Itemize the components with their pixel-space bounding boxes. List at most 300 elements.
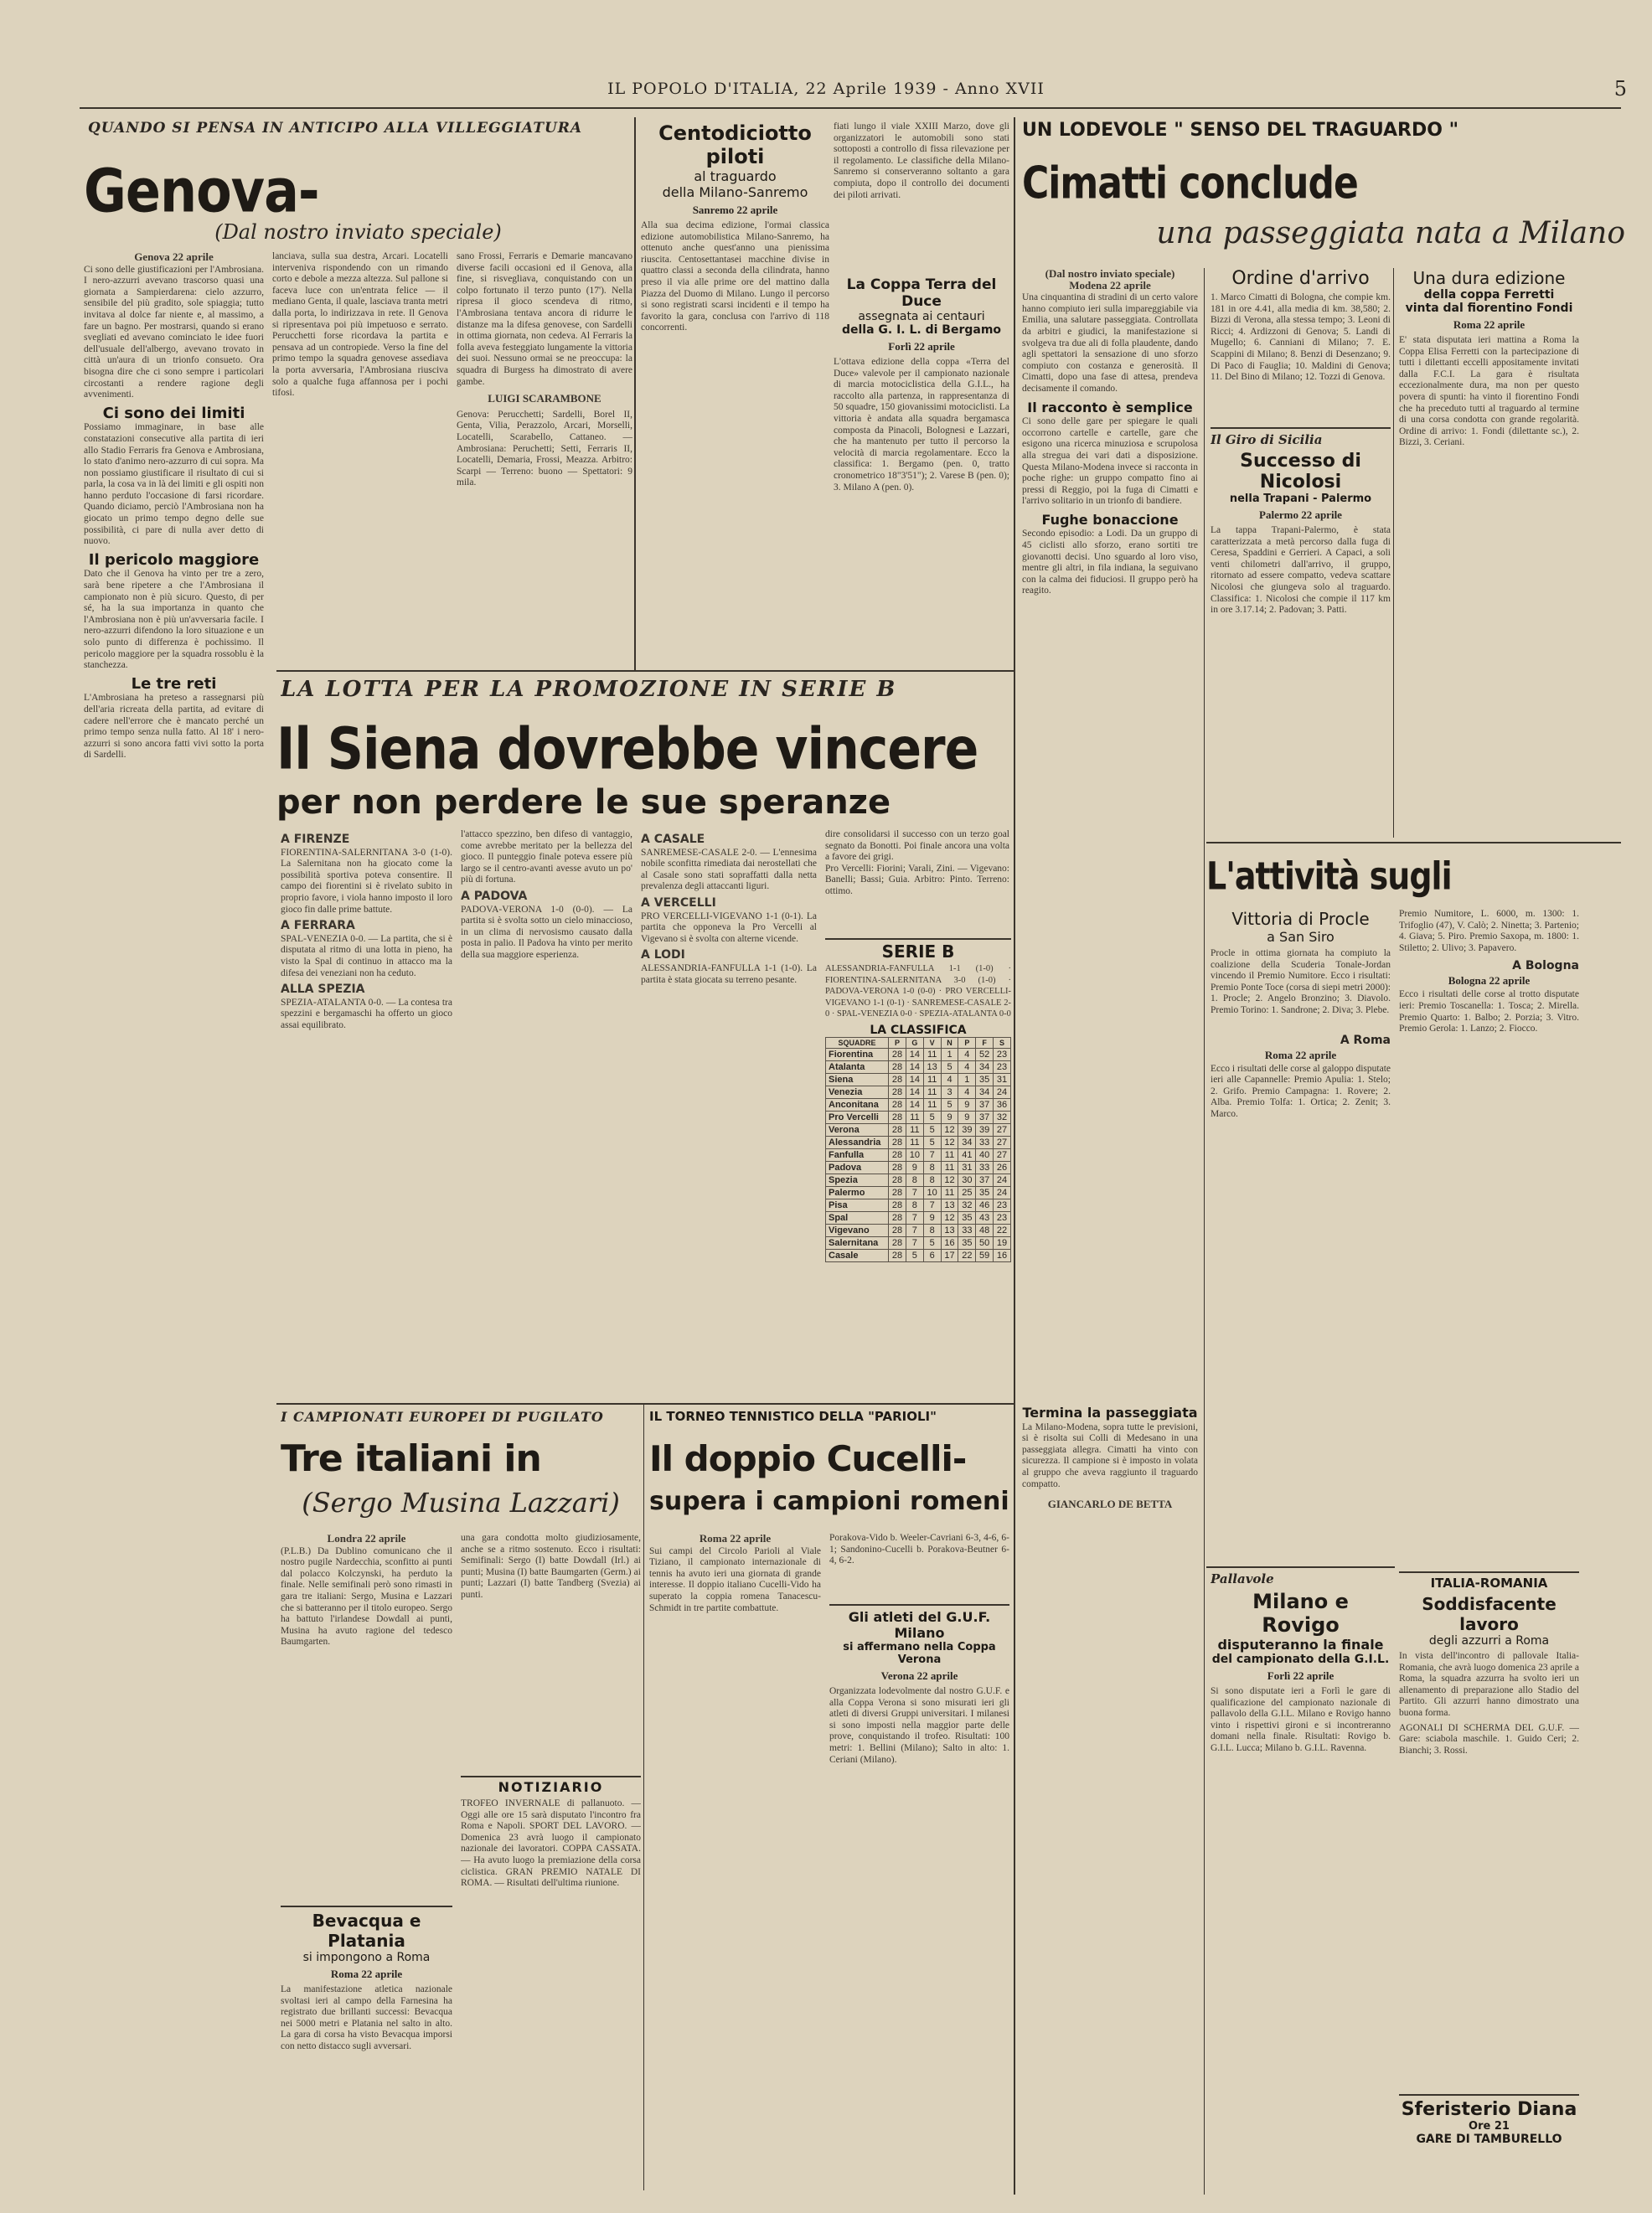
stat-cell: 28: [889, 1060, 906, 1073]
stat-cell: 32: [958, 1199, 976, 1211]
vercelli-report: PRO VERCELLI-VIGEVANO 1-1 (0-1). La partita che opponeva la Pro Vercelli al Vigevano si è svolta con alterne vicende.: [641, 910, 817, 944]
guf-article: [829, 1604, 1009, 2190]
stat-cell: 31: [958, 1161, 976, 1174]
tennis-headline-wrap: [649, 1434, 1014, 1488]
standings-header: [826, 1037, 1011, 1048]
modena-signature: GIANCARLO DE BETTA: [1047, 1498, 1173, 1511]
ippodromi-sub-1: Vittoria di Procle: [1231, 909, 1370, 929]
gil-headline: La Coppa Terra del Duce: [846, 276, 997, 310]
stat-cell: 12: [941, 1174, 958, 1186]
genova-subhead: (Dal nostro inviato speciale): [214, 220, 502, 244]
table-row: [826, 1086, 1011, 1098]
genova-col3-text: sano Frossi, Ferraris e Demarie mancavano diverse facili occasioni ed il Genova, alla fine, si risvegliava, conquistando con un colpo fortunato il terzo punto (17'). Nella ripresa il gioco scendeva di ritmo, l'Ambrosiana tentava ancora di ridurre le distanze ma la difesa genovese, con Sardelli in ottima giornata, non cedeva. Al Ferraris la folla aveva festeggiato lungamente la vittoria dei suoi. Nessuno ormai se ne preoccupa: la squadra di Burgess ha dimostrato di avere gambe.: [457, 251, 632, 387]
stat-cell: 8: [923, 1174, 941, 1186]
team-name: Alessandria: [826, 1136, 889, 1148]
stat-cell: 12: [941, 1123, 958, 1136]
standings-header-cell: P: [889, 1037, 906, 1048]
ippodromi-headline-wrap: [1206, 846, 1625, 905]
team-name: Anconitana: [826, 1098, 889, 1111]
stat-cell: 4: [958, 1048, 976, 1060]
classifica-title: LA CLASSIFICA: [870, 1023, 967, 1037]
stat-cell: 7: [906, 1211, 923, 1224]
stat-cell: 11: [906, 1111, 923, 1123]
pugilato-dateline: Londra 22 aprile: [327, 1533, 406, 1545]
stat-cell: 16: [994, 1249, 1011, 1261]
genova-dateline: Genova 22 aprile: [134, 251, 214, 263]
serie-b-results: ALESSANDRIA-FANFULLA 1-1 (1-0) · FIORENTINA-SALERNITANA 3-0 (1-0) · PADOVA-VERONA 1-0 (0-0) · PRO VERCELLI-VIGEVANO 1-1 (0-1) · SANREMESE-CASALE 2-0 · SPAL-VENEZIA 0-0 · SPEZIA-ATALANTA 0-0: [825, 964, 1011, 1019]
stat-cell: 12: [941, 1136, 958, 1148]
modena-section-3: Termina la passeggiata: [1022, 1407, 1198, 1421]
stat-cell: 37: [976, 1098, 994, 1111]
serie-b-box: [825, 938, 1011, 1399]
siena-column-3: [641, 829, 817, 1399]
sicilia-dateline: Palermo 22 aprile: [1259, 508, 1342, 521]
table-row: [826, 1236, 1011, 1249]
modena-body-2: Ci sono delle gare per spiegare le quali occorrono cartelle e cartelle, gare che esigono una ricerca minuziosa e scrupolosa alla stregua dei vari dati a disposizione. Questa Milano-Modena invece si racconta in poche righe: un gruppo compatto fino ai pressi di Reggio, poi la fuga di Cimatti e l'arrivo solitario in un trionfo di bandiere.: [1022, 416, 1198, 507]
table-row: [826, 1111, 1011, 1123]
italia-romania-article: [1399, 1571, 1579, 2091]
tennis-subhead: supera i campioni romeni: [649, 1487, 1009, 1516]
sanremo-dateline: Sanremo 22 aprile: [692, 204, 778, 216]
stat-cell: 28: [889, 1174, 906, 1186]
table-row: [826, 1060, 1011, 1073]
diana-sub-2: GARE DI TAMBURELLO: [1416, 2133, 1562, 2146]
city-lodi: A LODI: [641, 948, 685, 962]
stat-cell: 9: [941, 1111, 958, 1123]
team-name: Spal: [826, 1211, 889, 1224]
tennis-headline: Il doppio Cucelli-: [649, 1438, 967, 1479]
siena-column-1: [281, 829, 452, 1399]
stat-cell: 35: [958, 1236, 976, 1249]
standings-table: [825, 1037, 1011, 1262]
team-name: Spezia: [826, 1174, 889, 1186]
ferrara-report: SPAL-VENEZIA 0-0. — La partita, che si è disputata al ritmo di una lotta in pieno, ha visto la Spal di continuo in attacco ma la difesa dei veneziani non ha ceduto.: [281, 933, 452, 978]
siena-column-2: [461, 829, 632, 1399]
siena-kicker-wrap: [281, 677, 1009, 707]
city-casale: A CASALE: [641, 833, 705, 846]
stat-cell: 6: [923, 1249, 941, 1261]
pugilato-headline-wrap: [281, 1434, 641, 1488]
stat-cell: 34: [976, 1086, 994, 1098]
stat-cell: 35: [958, 1211, 976, 1224]
pallavolo-headline: Milano e Rovigo: [1252, 1590, 1349, 1637]
stat-cell: 11: [941, 1148, 958, 1161]
stat-cell: 1: [941, 1048, 958, 1060]
spezia-report: SPEZIA-ATALANTA 0-0. — La contesa tra spezzini e bergamaschi ha offerto un gioco assai equilibrato.: [281, 997, 452, 1030]
stat-cell: 36: [994, 1098, 1011, 1111]
stat-cell: 28: [889, 1073, 906, 1086]
genova-body-1: Ci sono delle giustificazioni per l'Ambrosiana. I nero-azzurri avevano trascorso quasi una giornata a Sampierdarena: cielo azzurro, sensibile del più gradito, sole spiaggia; tutto invitava al dolce far niente e, al massimo, a fare un bagno. Per mostrarsi, quando si erano svegliati ed avevano cominciato le idee fuori dell'usuale dell'albergo, avevano trovato in città un'aura di un trionfo consueto. Ora bisogna dire che ci sono sempre i particolari circostanti a rendere ragione degli avvenimenti.: [84, 264, 264, 400]
standings-body: [826, 1048, 1011, 1261]
stat-cell: 31: [994, 1073, 1011, 1086]
pugilato-subhead: (Sergo Musina Lazzari): [302, 1487, 620, 1519]
table-row: [826, 1048, 1011, 1060]
stat-cell: 28: [889, 1111, 906, 1123]
team-name: Pisa: [826, 1199, 889, 1211]
standings-header-cell: N: [941, 1037, 958, 1048]
stat-cell: 5: [923, 1123, 941, 1136]
siena-column-4: [825, 829, 1009, 938]
roma-ippica-body: Ecco i risultati delle corse al galoppo disputate ieri alle Capannelle: Premio Apulia: 1. Stelo; 2. Grifo. Premio Campagna: 1. Rovere; 2. Alba. Premio Tolfa: 1. Ortica; 2. Zenit; 3. Marco.: [1211, 1063, 1391, 1119]
spezia-report-cont: l'attacco spezzino, ben difeso di vantaggio, come avrebbe meritato per la bellezza del gioco. Il punteggio finale poteva essere più largo se il centro-avanti avesse avuto un po' più di fortuna.: [461, 829, 632, 885]
gil-article: [834, 276, 1009, 670]
bologna-city: A Bologna: [1512, 959, 1579, 973]
stat-cell: 40: [976, 1148, 994, 1161]
vercelli-formations: Pro Vercelli: Fiorini; Varali, Zini. — Vigevano: Banelli; Bassi; Guia. Arbitro: Pinto. Terreno: ottimo.: [825, 863, 1009, 896]
stat-cell: 8: [923, 1224, 941, 1236]
ordine-body: 1. Marco Cimatti di Bologna, che compie km. 181 in ore 4.41, alla media di km. 38,580; 2. Bizzi di Verona, alla stessa tempo; 3. Leoni di Ricci; 4. Ardizzoni di Genova; 5. Landi di Mugello; 6. Canniani di Milano; 7. E. Scappini di Milano; 8. Benzi di Desenzano; 9. Di Paco di Faugliа; 10. Maldini di Genova; 11. Del Bino di Milano; 12. Tozzi di Genova.: [1211, 292, 1391, 383]
pugilato-headline: Tre italiani in: [281, 1437, 541, 1480]
stat-cell: 23: [994, 1211, 1011, 1224]
sanremo-sub-2: della Milano-Sanremo: [662, 184, 808, 200]
ferretti-sub-2: vinta dal fiorentino Fondi: [1405, 302, 1573, 315]
team-name: Vigevano: [826, 1224, 889, 1236]
diana-box: [1399, 2094, 1579, 2192]
stat-cell: 28: [889, 1236, 906, 1249]
team-name: Venezia: [826, 1086, 889, 1098]
stat-cell: 9: [958, 1098, 976, 1111]
italia-romania-kicker: ITALIA-ROMANIA: [1399, 1571, 1579, 1591]
stat-cell: 26: [994, 1161, 1011, 1174]
ferretti-title: Una dura edizione: [1412, 268, 1566, 288]
stat-cell: 14: [906, 1060, 923, 1073]
column-rule: [1014, 117, 1015, 2195]
genova-column-3: [457, 251, 632, 586]
stat-cell: 28: [889, 1098, 906, 1111]
pugilato-column-1: [281, 1533, 452, 1901]
bologna-dateline: Bologna 22 aprile: [1448, 974, 1531, 988]
genova-section-3: Le tre reti: [131, 674, 217, 693]
genova-body-4: L'Ambrosiana ha preteso a rassegnarsi più dell'aria ricreata della partita, ad evitare di cadere nell'errore che è mancato perché un primo tempo senza nulla fatto. Al 18' i nero-azzurri si sono ancora fatti vivi sotto la porta di Sardelli.: [84, 693, 264, 761]
modena-column-1b: [1022, 1407, 1198, 2195]
stat-cell: 27: [994, 1123, 1011, 1136]
lodi-report-cont: dire consolidarsi il successo con un terzo goal segnato da Bonotti. Poi finale ancora una volta a favore dei grigi.: [825, 829, 1009, 863]
stat-cell: 37: [976, 1174, 994, 1186]
siena-subhead-wrap: [276, 783, 1014, 830]
stat-cell: 4: [958, 1086, 976, 1098]
sanremo-sub-1: al traguardo: [694, 168, 777, 184]
sicilia-sub: nella Trapani - Palermo: [1229, 493, 1372, 505]
standings-header-cell: SQUADRE: [826, 1037, 889, 1048]
stat-cell: 27: [994, 1136, 1011, 1148]
italia-romania-note: AGONALI DI SCHERMA DEL G.U.F. — Gare: sciabola maschile. 1. Guido Ceri; 2. Bianchi; 3. Rossi.: [1399, 1722, 1579, 1756]
stat-cell: 39: [976, 1123, 994, 1136]
stat-cell: 16: [941, 1236, 958, 1249]
pugilato-subhead-wrap: [281, 1487, 641, 1529]
ferretti-body: E' stata disputata ieri mattina a Roma la Coppa Elisa Ferretti con la partecipazione di tutti i dilettanti eccelli appositamente invitati dalla F.C.I. La gara è risultata eccezionalmente dura, ma non per questo povera di spunti: ha vinto il fiorentino Fondi che ha preceduto tutti al traguardo al termine di una corsa condotta con grande regolarità. Ordine di arrivo: 1. Fondi (dilettante sc.), 2. Bizzi, 3. Ceriani.: [1399, 335, 1579, 448]
guf-dateline: Verona 22 aprile: [880, 1669, 958, 1682]
notiziario-body: TROFEO INVERNALE di pallanuoto. — Oggi alle ore 15 sarà disputato l'incontro fra Roma e Napoli. SPORT DEL LAVORO. — Domenica 23 avrà luogo il campionato nazionale dei lavoratori. COPPA CASSATA. — Ha avuto luogo la premiazione della corsa ciclistica. GRAN PREMIO NATALE DI ROMA. — Risultati dell'ultima riunione.: [461, 1798, 641, 1889]
stat-cell: 9: [923, 1211, 941, 1224]
city-ferrara: A FERRARA: [281, 919, 355, 933]
stat-cell: 23: [994, 1060, 1011, 1073]
stat-cell: 5: [923, 1236, 941, 1249]
stat-cell: 43: [976, 1211, 994, 1224]
stat-cell: 8: [923, 1161, 941, 1174]
team-name: Atalanta: [826, 1060, 889, 1073]
modena-headline: Cimatti conclude: [1022, 157, 1358, 209]
genova-kicker: QUANDO SI PENSA IN ANTICIPO ALLA VILLEGGIATURA: [88, 120, 583, 137]
stat-cell: 28: [889, 1136, 906, 1148]
bevacqua-body: La manifestazione atletica nazionale svoltasi ieri al campo della Farnesina ha registrato due brillanti successi: Bevacqua nei 5000 metri e Platania nel salto in alto. La gara di corsa ha visto Bevacqua imporsi con netto distacco sugli avversari.: [281, 1984, 452, 2051]
stat-cell: 17: [941, 1249, 958, 1261]
tennis-body: Sui campi del Circolo Parioli al Viale Tiziano, il campionato internazionale di tennis ha avuto ieri una giornata di grande interesse. Il doppio italiano Cucelli-Vido ha superato la coppia romena Tanacescu-Schmidt in tre partite combattute.: [649, 1545, 821, 1613]
stat-cell: 11: [923, 1048, 941, 1060]
stat-cell: 12: [941, 1211, 958, 1224]
stat-cell: 37: [976, 1111, 994, 1123]
stat-cell: 13: [941, 1199, 958, 1211]
stat-cell: 27: [994, 1148, 1011, 1161]
tennis-col2-text: Porakova-Vido b. Weeler-Cavriani 6-3, 4-6, 6-1; Sandonino-Cucelli b. Porakova-Beutner 6-4, 6-2.: [829, 1533, 1009, 1566]
stat-cell: 14: [906, 1086, 923, 1098]
ordine-box: [1211, 268, 1391, 419]
siena-kicker: LA LOTTA PER LA PROMOZIONE IN SERIE B: [281, 677, 897, 702]
stat-cell: 5: [923, 1136, 941, 1148]
stat-cell: 3: [941, 1086, 958, 1098]
stat-cell: 33: [976, 1161, 994, 1174]
italia-romania-headline: Soddisfacente lavoro: [1422, 1594, 1556, 1634]
stat-cell: 28: [889, 1224, 906, 1236]
notiziario-title: NOTIZIARIO: [461, 1776, 641, 1795]
table-row: [826, 1073, 1011, 1086]
sicilia-headline: Successo di Nicolosi: [1240, 451, 1361, 493]
column-rule: [643, 1403, 644, 2190]
sanremo-article: [641, 121, 829, 674]
stat-cell: 4: [941, 1073, 958, 1086]
genova-headline-wrap: [84, 151, 632, 226]
stat-cell: 33: [958, 1224, 976, 1236]
stat-cell: 24: [994, 1086, 1011, 1098]
stat-cell: 7: [906, 1186, 923, 1199]
ferretti-sub-1: della coppa Ferretti: [1423, 288, 1555, 302]
masthead: IL POPOLO D'ITALIA, 22 Aprile 1939 - Anno XVII: [607, 80, 1045, 98]
gil-body: L'ottava edizione della coppa «Terra del Duce» valevole per il campionato nazionale di marcia motociclistica della G.I.L., ha raccolto alla partenza, in rappresentanza di 50 squadre, 150 giovanissimi motociclisti. La vittoria è andata alla squadra bergamasca composta da Pinacoli, Bolognesi e Lazzari, che ha mantenuto per tutto il percorso la velocità di marcia regolamentare. Ecco la classifica: 1. Bergamo (pen. 0, tratto cronometrico 18"3'51"); 2. Varese B (pen. 0); 3. Milano A (pen. 0).: [834, 357, 1009, 493]
stat-cell: 9: [906, 1161, 923, 1174]
standings-header-cell: G: [906, 1037, 923, 1048]
firenze-report: FIORENTINA-SALERNITANA 3-0 (1-0). La Salernitana non ha giocato come la possibilità sportiva poteva consentire. Il campo dei fiorentini si è rivelato subito in proprio favore, i viola hanno imposto il loro gioco fin dalle prime battute.: [281, 847, 452, 915]
section-rule: [1206, 842, 1621, 843]
modena-subhead-wrap: [1022, 216, 1625, 258]
padova-report: PADOVA-VERONA 1-0 (0-0). — La partita si è svolta sotto un cielo minaccioso, in un clima di nervosismo causato dalla posta in palio. Il Padova ha vinto per merito della sua maggiore esperienza.: [461, 904, 632, 960]
modena-subhead: una passeggiata nata a Milano: [1156, 216, 1625, 250]
table-row: [826, 1136, 1011, 1148]
pugilato-kicker-wrap: [281, 1409, 641, 1434]
sicilia-kicker: Il Giro di Sicilia: [1211, 427, 1391, 447]
stat-cell: 28: [889, 1161, 906, 1174]
modena-headline-wrap: [1022, 151, 1625, 218]
table-row: [826, 1174, 1011, 1186]
tennis-subhead-wrap: [649, 1487, 1009, 1524]
stat-cell: 7: [906, 1224, 923, 1236]
stat-cell: 28: [889, 1199, 906, 1211]
genova-headline: Genova-: [84, 155, 319, 226]
stat-cell: 41: [958, 1148, 976, 1161]
modena-body-3: Secondo episodio: a Lodi. Da un gruppo di 45 ciclisti allo sforzo, erano sortiti tre giovanotti decisi. Uno sguardo al loro viso, mentre gli altri, in fila indiana, la seguivano con la calma dei fiduciosi. Il gruppo però ha reagito.: [1022, 529, 1198, 596]
stat-cell: 14: [906, 1048, 923, 1060]
stat-cell: 52: [976, 1048, 994, 1060]
stat-cell: 32: [994, 1111, 1011, 1123]
ippodromi-column-1: [1211, 909, 1391, 1478]
standings-header-cell: V: [923, 1037, 941, 1048]
gil-sub-1: assegnata ai centauri: [858, 310, 985, 323]
genova-body-2: Possiamo immaginare, in base alle constatazioni consecutive alla partita di ieri allo Stadio Ferraris fra Genova e Ambrosiana, lo stato d'animo nero-azzurro di cui sopra. Ma non possiamo giustificare il risultato di cui si parla, la cosa va in là dei limiti e gli ospiti non hanno perduto l'occasione di farsi ricordare. Quando diciamo, perciò l'Ambrosiana non ha giocato un primo tempo degno delle sue possibilità, ci pare di nulla aver detto di nuovo.: [84, 422, 264, 547]
stat-cell: 11: [941, 1161, 958, 1174]
table-row: [826, 1224, 1011, 1236]
pugilato-kicker: I CAMPIONATI EUROPEI DI PUGILATO: [281, 1409, 604, 1425]
stat-cell: 13: [923, 1060, 941, 1073]
stat-cell: 30: [958, 1174, 976, 1186]
gil-dateline: Forlì 22 aprile: [888, 340, 955, 353]
stat-cell: 7: [906, 1236, 923, 1249]
stat-cell: 46: [976, 1199, 994, 1211]
team-name: Padova: [826, 1161, 889, 1174]
guf-headline: Gli atleti del G.U.F. Milano: [829, 1604, 1009, 1641]
sanremo-body: Alla sua decima edizione, l'ormai classica edizione automobilistica Milano-Sanremo, ha ottenuto anche quest'anno una pienissima riuscita. Centosettantasei macchine divise in quattro classi a seconda della cilindrata, hanno preso il via alle prime ore del mattino dalla Piazza del Duomo di Milano. Lungo il percorso si sono registrati scarsi incidenti e il tempo ha favorito la gara, conclusa con l'arrivo di 118 concorrenti.: [641, 220, 829, 333]
standings-header-cell: F: [976, 1037, 994, 1048]
diana-title: Sferisterio Diana: [1401, 2099, 1577, 2120]
genova-column-2: [272, 251, 448, 586]
bevacqua-headline: Bevacqua e Platania: [281, 1906, 452, 1951]
casale-report: SANREMESE-CASALE 2-0. — L'ennesima nobile sconfitta rimediata dai nerostellati che al Casale sono stati sopraffatti dalla netta prevalenza degli attaccanti liguri.: [641, 847, 817, 892]
team-name: Salernitana: [826, 1236, 889, 1249]
ferretti-article: [1399, 268, 1579, 838]
pugilato-column-2: [461, 1533, 641, 1767]
standings-header-cell: S: [994, 1037, 1011, 1048]
guf-body: Organizzata lodevolmente dal nostro G.U.F. e alla Coppa Verona si sono misurati ieri gli atleti di diversi Gruppi universitari. I milanesi si sono imposti nella maggior parte delle prove, conquistando il trofeo. Risultati: 100 metri: 1. Bellini (Milano); Salto in alto: 1. Ceriani (Milano).: [829, 1686, 1009, 1765]
genova-column-1: [84, 251, 264, 1700]
stat-cell: 5: [941, 1098, 958, 1111]
section-rule: [276, 670, 1014, 672]
stat-cell: 1: [958, 1073, 976, 1086]
stat-cell: 11: [906, 1123, 923, 1136]
bevacqua-sub: si impongono a Roma: [302, 1951, 431, 1964]
stat-cell: 28: [889, 1048, 906, 1060]
tennis-column-1: [649, 1533, 821, 2186]
team-name: Fiorentina: [826, 1048, 889, 1060]
gil-sub-2: della G. I. L. di Bergamo: [841, 323, 1002, 337]
stat-cell: 5: [906, 1249, 923, 1261]
stat-cell: 22: [958, 1249, 976, 1261]
sicilia-body: La tappa Trapani-Palermo, è stata caratterizzata a metà percorso dalla fuga di Ceresa, Spaddini e Gerrieri. A Capaci, a soli venti chilometri dall'arrivo, il gruppo, ritornato ad essere compatto, vedeva scattare Nicolosi che giungeva solo al traguardo. Classifica: 1. Nicolosi che compie il 117 km in ore 3.17.14; 2. Padovan; 3. Patti.: [1211, 525, 1391, 616]
stat-cell: 33: [976, 1136, 994, 1148]
standings-header-cell: P: [958, 1037, 976, 1048]
stat-cell: 25: [958, 1186, 976, 1199]
stat-cell: 7: [923, 1199, 941, 1211]
modena-section-1: Il racconto è semplice: [1027, 399, 1193, 415]
modena-dateline: Modena 22 aprile: [1069, 278, 1151, 291]
pugilato-col2-text: una gara condotta molto giudiziosamente, anche se a ritmo sostenuto. Ecco i risultati: Semifinali: Sergo (I) batte Dowdall (Irl.) ai punti; Musina (I) batte Baumgarten (Germ.) ai punti; Lazzari (I) batte Tandberg (Svezia) ai punti.: [461, 1533, 641, 1600]
stat-cell: 14: [906, 1073, 923, 1086]
notiziario-box: [461, 1776, 641, 2186]
stat-cell: 10: [923, 1186, 941, 1199]
modena-kicker-wrap: [1022, 120, 1608, 150]
sanremo-column-2: [834, 121, 1009, 272]
stat-cell: 39: [958, 1123, 976, 1136]
stat-cell: 28: [889, 1148, 906, 1161]
team-name: Casale: [826, 1249, 889, 1261]
bevacqua-dateline: Roma 22 aprile: [330, 1968, 403, 1980]
ippodromi-body-3: Ecco i risultati delle corse al trotto disputate ieri: Premio Toscanella: 1. Tosca; 2. Mirella. Premio Quarto: 1. Balbo; 2. Porzia; 3. Vitro. Premio Gerola: 1. Lanzo; 2. Fiocco.: [1399, 989, 1579, 1034]
stat-cell: 24: [994, 1174, 1011, 1186]
ippodromi-body-2: Premio Numitore, L. 6000, m. 1300: 1. Trifoglio (47), V. Calò; 2. Ninetta; 3. Partenio; 4. Giava; 5. Piro. Premio Saxopa, m. 1800: 1. Stiletto; 2. Ulivo; 3. Papavero.: [1399, 909, 1579, 953]
stat-cell: 14: [906, 1098, 923, 1111]
city-spezia: ALLA SPEZIA: [281, 983, 365, 997]
roma-ippica-dateline: Roma 22 aprile: [1264, 1048, 1337, 1061]
ippodromi-sub-2: a San Siro: [1267, 929, 1335, 945]
team-name: Palermo: [826, 1186, 889, 1199]
stat-cell: 22: [994, 1224, 1011, 1236]
stat-cell: 11: [906, 1136, 923, 1148]
section-rule: [276, 1403, 645, 1405]
stat-cell: 8: [906, 1174, 923, 1186]
column-rule: [1204, 268, 1205, 2195]
bevacqua-article: [281, 1906, 452, 2190]
roma-ippica-city: A Roma: [1340, 1033, 1391, 1047]
guf-sub: si affermano nella Coppa Verona: [843, 1641, 996, 1666]
lodi-report: ALESSANDRIA-FANFULLA 1-1 (1-0). La partita è stata giocata su terreno pesante.: [641, 962, 817, 985]
stat-cell: 11: [941, 1186, 958, 1199]
serie-b-title: SERIE B: [825, 938, 1011, 962]
stat-cell: 35: [976, 1073, 994, 1086]
tennis-kicker-wrap: [649, 1409, 1009, 1434]
city-vercelli: A VERCELLI: [641, 895, 716, 910]
stat-cell: 50: [976, 1236, 994, 1249]
team-name: Siena: [826, 1073, 889, 1086]
stat-cell: 8: [906, 1199, 923, 1211]
modena-kicker: UN LODEVOLE " SENSO DEL TRAGUARDO ": [1022, 120, 1459, 141]
table-row: [826, 1123, 1011, 1136]
stat-cell: 11: [923, 1098, 941, 1111]
modena-body-4: La Milano-Modena, sopra tutte le previsioni, si è risolta sui Colli di Medesano in una passeggiata allegra. Cimatti ha vinto con sicurezza. Il campione si è imposto in volata al gruppo che aveva raggiunto il traguardo compatto.: [1022, 1421, 1198, 1489]
stat-cell: 23: [994, 1199, 1011, 1211]
stat-cell: 35: [976, 1186, 994, 1199]
ippodromi-body-1: Procle in ottima giornata ha compiuto la coalizione della Scuderia Tonale-Jordan vincendo il Premio Numitore. Ecco i risultati: Premio Ponte Toce (corsa di siepi metri 2000): 1. Procle; 2. Angelo Bronzino; 3. Diavolo. Premio Torino: 1. Sandrone; 2. Diva; 3. Plebe.: [1211, 948, 1391, 1015]
city-firenze: A FIRENZE: [281, 833, 350, 846]
stat-cell: 9: [958, 1111, 976, 1123]
page-number: 5: [1613, 77, 1627, 101]
stat-cell: 13: [941, 1224, 958, 1236]
stat-cell: 11: [923, 1073, 941, 1086]
pallavolo-article: [1211, 1571, 1391, 2191]
stat-cell: 7: [923, 1148, 941, 1161]
stat-cell: 11: [923, 1086, 941, 1098]
genova-kicker-wrap: [88, 120, 628, 153]
genova-section-1: Ci sono dei limiti: [102, 404, 245, 422]
pallavolo-sub-2: del campionato della G.I.L.: [1211, 1653, 1390, 1666]
pallavolo-kicker: Pallavole: [1211, 1571, 1274, 1586]
pallavolo-body: Si sono disputate ieri a Forlì le gare di qualificazione del campionato nazionale di pallavolo della G.I.L. Milano e Rovigo hanno vinto i rispettivi gironi e si incontreranno domani nella finale. Risultati: Rovigo b. G.I.L. Lucca; Milano b. G.I.L. Ravenna.: [1211, 1686, 1391, 1753]
ferretti-dateline: Roma 22 aprile: [1453, 318, 1526, 331]
genova-col2-text: lanciava, sulla sua destra, Arcari. Locatelli interveniva rispondendo con un rimando corto e debole a mezza altezza. Sul pallone si faceva luce con un'entrata felice — il mediano Genta, il quale, lasciava tranta metri dalla porta, lo indirizzava in rete. Il Genova si ripresentava poi più impetuoso e serrato. Perucchetti forse ricordava la partita e pensava ad un contropiede. Verso la fine del primo tempo la squadra genovese assediava la porta avversaria, l'Ambrosiana riusciva solo a qualche fuga affannosa per i pochi tifosi.: [272, 251, 448, 399]
genova-body-3: Dato che il Genova ha vinto per tre a zero, sarà bene ripetere a che l'Ambrosiana il campionato non è più sicuro. Questo, di per sé, ha la sua importanza in quanto che l'Ambrosiana non è più un'avversaria facile. I nero-azzurri difendono la loro situazione e un solo punto di differenza è pochissimo. Il pericolo maggiore per la squadra rossoblu è la stanchezza.: [84, 569, 264, 671]
stat-cell: 28: [889, 1186, 906, 1199]
table-row: [826, 1211, 1011, 1224]
city-padova: A PADOVA: [461, 889, 528, 903]
pallavolo-dateline: Forlì 22 aprile: [1267, 1669, 1335, 1682]
stat-cell: 5: [941, 1060, 958, 1073]
stat-cell: 34: [958, 1136, 976, 1148]
stat-cell: 4: [958, 1060, 976, 1073]
stat-cell: 34: [976, 1060, 994, 1073]
ippodromi-headline: L'attività sugli: [1206, 854, 1452, 899]
table-row: [826, 1098, 1011, 1111]
stat-cell: 28: [889, 1086, 906, 1098]
column-rule: [634, 117, 636, 670]
stat-cell: 28: [889, 1211, 906, 1224]
stat-cell: 48: [976, 1224, 994, 1236]
table-row: [826, 1148, 1011, 1161]
ordine-title: Ordine d'arrivo: [1231, 268, 1370, 289]
